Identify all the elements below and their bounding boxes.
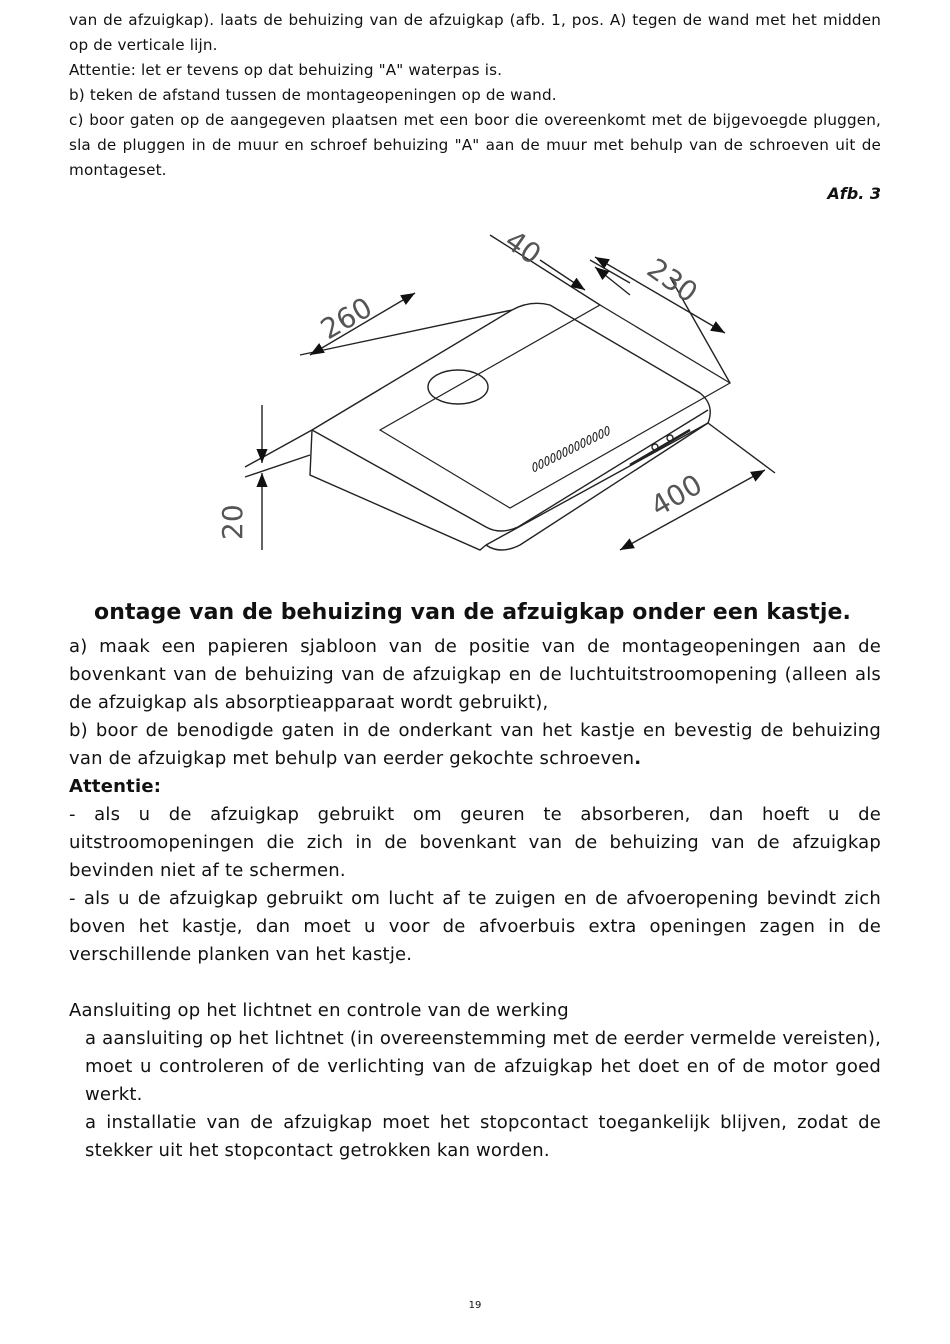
paragraph-drill-holes <box>69 717 881 773</box>
paragraph-step-b: b) teken de afstand tussen de montageopeningen op de wand. <box>69 86 557 104</box>
paragraph-template: a) maak een papieren sjabloon van de positie van de montageopeningen aan de bovenkant van de behuizing van de afzuigkap en de luchtuitstroomopening (alleen als de afzuigkap als absorptieapparaat wordt gebruikt), <box>69 636 881 713</box>
bullet-absorb-mode: - als u de afzuigkap gebruikt om geuren te absorberen, dan hoeft u de uitstroomopeningen die zich in de bovenkant van de behuizing van de afzuigkap bevinden niet af te schermen. <box>69 804 881 881</box>
paragraph-connection-check: a aansluiting op het lichtnet (in overeenstemming met de eerder vermelde vereisten), moet u controleren of de verlichting van de afzuigkap het doet en of de motor goed werkt. <box>85 1028 881 1105</box>
dimension-label-230: 230 <box>640 251 704 310</box>
dimension-40-line-b <box>595 267 630 295</box>
dimension-label-20: 20 <box>216 504 249 540</box>
connection-heading: Aansluiting op het lichtnet en controle van de werking <box>69 1000 569 1021</box>
paragraph-drill-holes-text: b) boor de benodigde gaten in de onderkant van het kastje en bevestig de behuizing van de afzuigkap met behulp van eerder gekochte schroeven <box>69 720 881 769</box>
exhaust-opening <box>428 370 488 404</box>
paragraph-wall-placement: van de afzuigkap). laats de behuizing van de afzuigkap (afb. 1, pos. A) tegen de wand met het midden op de verticale lijn. <box>69 11 881 54</box>
hood-front-face <box>310 430 486 550</box>
attention-label: Attentie: <box>69 776 162 797</box>
dimension-label-400: 400 <box>645 467 708 524</box>
paragraph-step-c: c) boor gaten op de aangegeven plaatsen met een boor die overeenkomt met de bijgevoegde pluggen, sla de pluggen in de muur en schroef behuizing "A" aan de muur met behulp van de schroeven uit de montageset. <box>69 111 881 179</box>
dimension-40-line <box>540 260 585 290</box>
vent-slots <box>533 427 609 472</box>
dimension-label-40: 40 <box>498 223 548 272</box>
paragraph-drill-holes-dot: . <box>634 748 642 769</box>
paragraph-attention-level: Attentie: let er tevens op dat behuizing "A" waterpas is. <box>69 61 503 79</box>
dimension-label-260: 260 <box>315 290 378 347</box>
hood-dimension-diagram <box>200 205 780 575</box>
page-number: 19 <box>468 1300 482 1311</box>
section-heading-under-cabinet: ontage van de behuizing van de afzuigkap onder een kastje. <box>94 600 851 625</box>
figure-caption: Afb. 3 <box>827 184 881 203</box>
paragraph-socket-accessible: a installatie van de afzuigkap moet het stopcontact toegankelijk blijven, zodat de stekker uit het stopcontact getrokken kan worden. <box>85 1112 881 1161</box>
bullet-extract-mode: - als u de afzuigkap gebruikt om lucht af te zuigen en de afvoeropening bevindt zich boven het kastje, dan moet u voor de afvoerbuis extra openingen zagen in de verschillende planken van het kastje. <box>69 888 881 965</box>
